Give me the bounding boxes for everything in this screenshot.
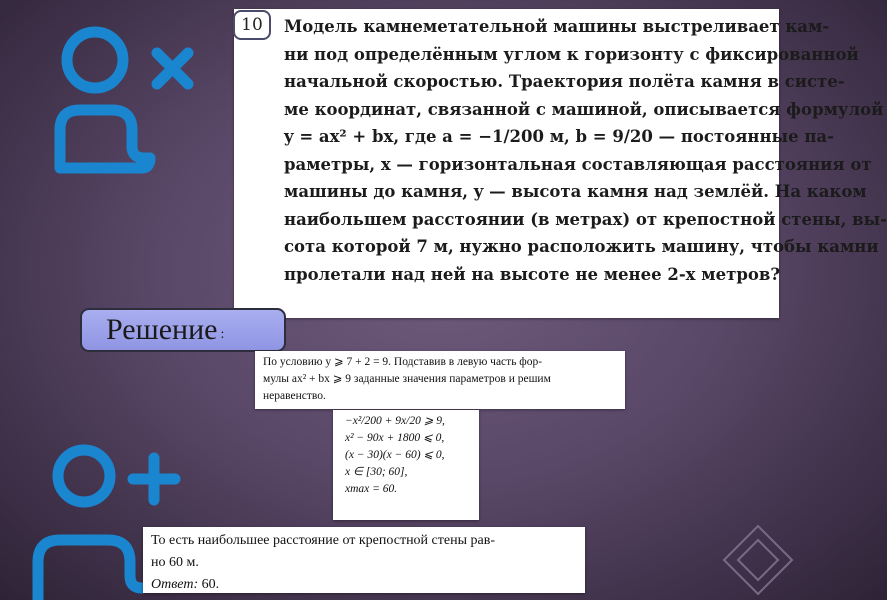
math-steps-card	[333, 410, 479, 520]
problem-line: ме координат, связанной с машиной, описывается формулой	[284, 99, 884, 119]
diamond-decoration-icon	[718, 520, 798, 600]
problem-line: машины до камня, y — высота камня над землёй. На каком	[284, 182, 867, 201]
problem-line: раметры, x — горизонтальная составляющая расстояния от	[284, 154, 872, 174]
problem-card	[234, 9, 887, 318]
answer-card	[143, 527, 585, 593]
math-step: (x − 30)(x − 60) ⩽ 0,	[345, 449, 445, 461]
condition-line: По условию y ⩾ 7 + 2 = 9. Подставив в левую часть фор-	[263, 356, 543, 368]
solution-label-text: Решение	[106, 313, 218, 346]
answer-row	[151, 574, 577, 596]
condition-line: мулы ax² + bx ⩾ 9 заданные значения параметров и решим	[263, 373, 551, 385]
answer-text-line: То есть наибольшее расстояние от крепостной стены рав-	[151, 533, 495, 548]
problem-line: сота которой 7 м, нужно расположить машину, чтобы камни	[284, 237, 879, 256]
solution-label-colon: :	[220, 327, 225, 342]
problem-line: ни под определённым углом к горизонту с фиксированной	[284, 44, 859, 64]
problem-line: пролетали над ней на высоте не менее 2-х метров?	[284, 264, 780, 284]
problem-line: Модель камнеметательной машины выстреливает кам-	[284, 17, 830, 36]
solution-label	[80, 308, 286, 352]
math-step: xmax = 60.	[345, 483, 398, 495]
math-step: x² − 90x + 1800 ⩽ 0,	[345, 432, 445, 444]
answer-value: 60.	[201, 577, 220, 592]
answer-label: Ответ:	[151, 577, 199, 592]
user-remove-icon	[30, 18, 205, 173]
problem-number-badge: 10	[233, 10, 271, 40]
answer-text-line: но 60 м.	[151, 555, 199, 570]
condition-line: неравенство.	[263, 390, 326, 402]
math-step: −x²/200 + 9x/20 ⩾ 9,	[345, 415, 445, 427]
math-step: x ∈ [30; 60],	[345, 466, 408, 478]
problem-line: начальной скоростью. Траектория полёта камня в систе-	[284, 72, 845, 91]
condition-card	[255, 351, 625, 409]
problem-formula-line: y = ax² + bx, где a = −1/200 м, b = 9/20 — постоянные па-	[284, 127, 834, 146]
problem-line: наибольшем расстоянии (в метрах) от крепостной стены, вы-	[284, 209, 887, 229]
